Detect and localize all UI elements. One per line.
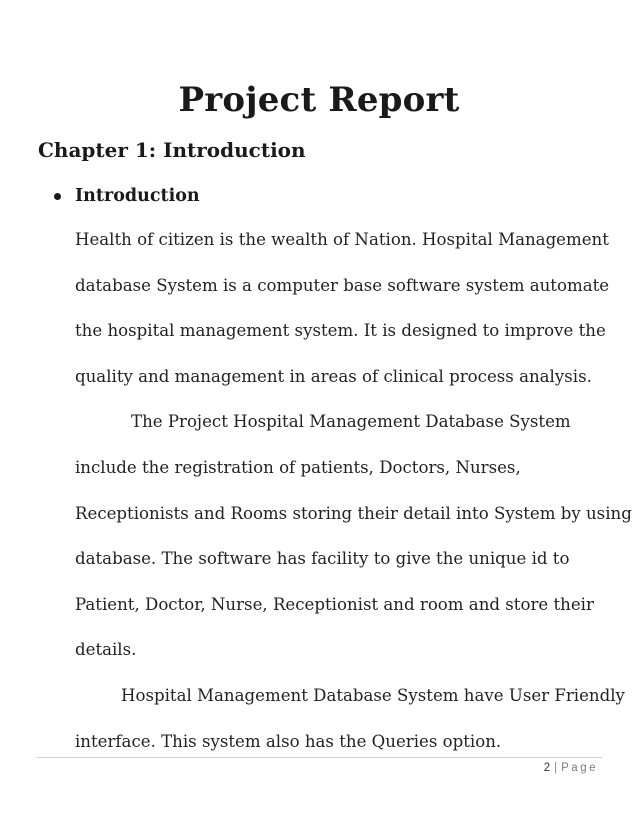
footer-divider <box>36 757 602 758</box>
text-line: Patient, Doctor, Nurse, Receptionist and room and store their <box>75 594 594 614</box>
introduction-section <box>54 183 632 764</box>
text-line: the hospital management system. It is designed to improve the <box>75 321 606 341</box>
footer-separator: | <box>554 762 558 774</box>
page-number: 2 <box>543 762 551 774</box>
text-line: Health of citizen is the wealth of Nation. Hospital Management <box>75 230 609 249</box>
chapter-heading: Chapter 1: Introduction <box>38 138 306 162</box>
bullet-label: Introduction <box>75 186 200 206</box>
text-line: quality and management in areas of clinical process analysis. <box>75 366 592 386</box>
page-footer <box>544 762 598 774</box>
page-word: Page <box>561 762 598 774</box>
text-line: Hospital Management Database System have User Friendly <box>121 685 625 705</box>
bullet-item <box>54 183 608 209</box>
text-line: database. The software has facility to give the unique id to <box>75 549 570 569</box>
text-line: include the registration of patients, Doctors, Nurses, <box>75 457 521 477</box>
text-line: interface. This system also has the Queries option. <box>75 731 502 751</box>
text-line: details. <box>75 640 137 660</box>
bullet-dot-icon <box>54 193 61 200</box>
text-line: Receptionists and Rooms storing their detail into System by using <box>75 503 632 523</box>
page-title: Project Report <box>178 80 460 120</box>
text-line: The Project Hospital Management Database System <box>131 412 571 432</box>
text-line: database System is a computer base software system automate <box>75 275 610 295</box>
body-paragraphs <box>75 217 632 764</box>
